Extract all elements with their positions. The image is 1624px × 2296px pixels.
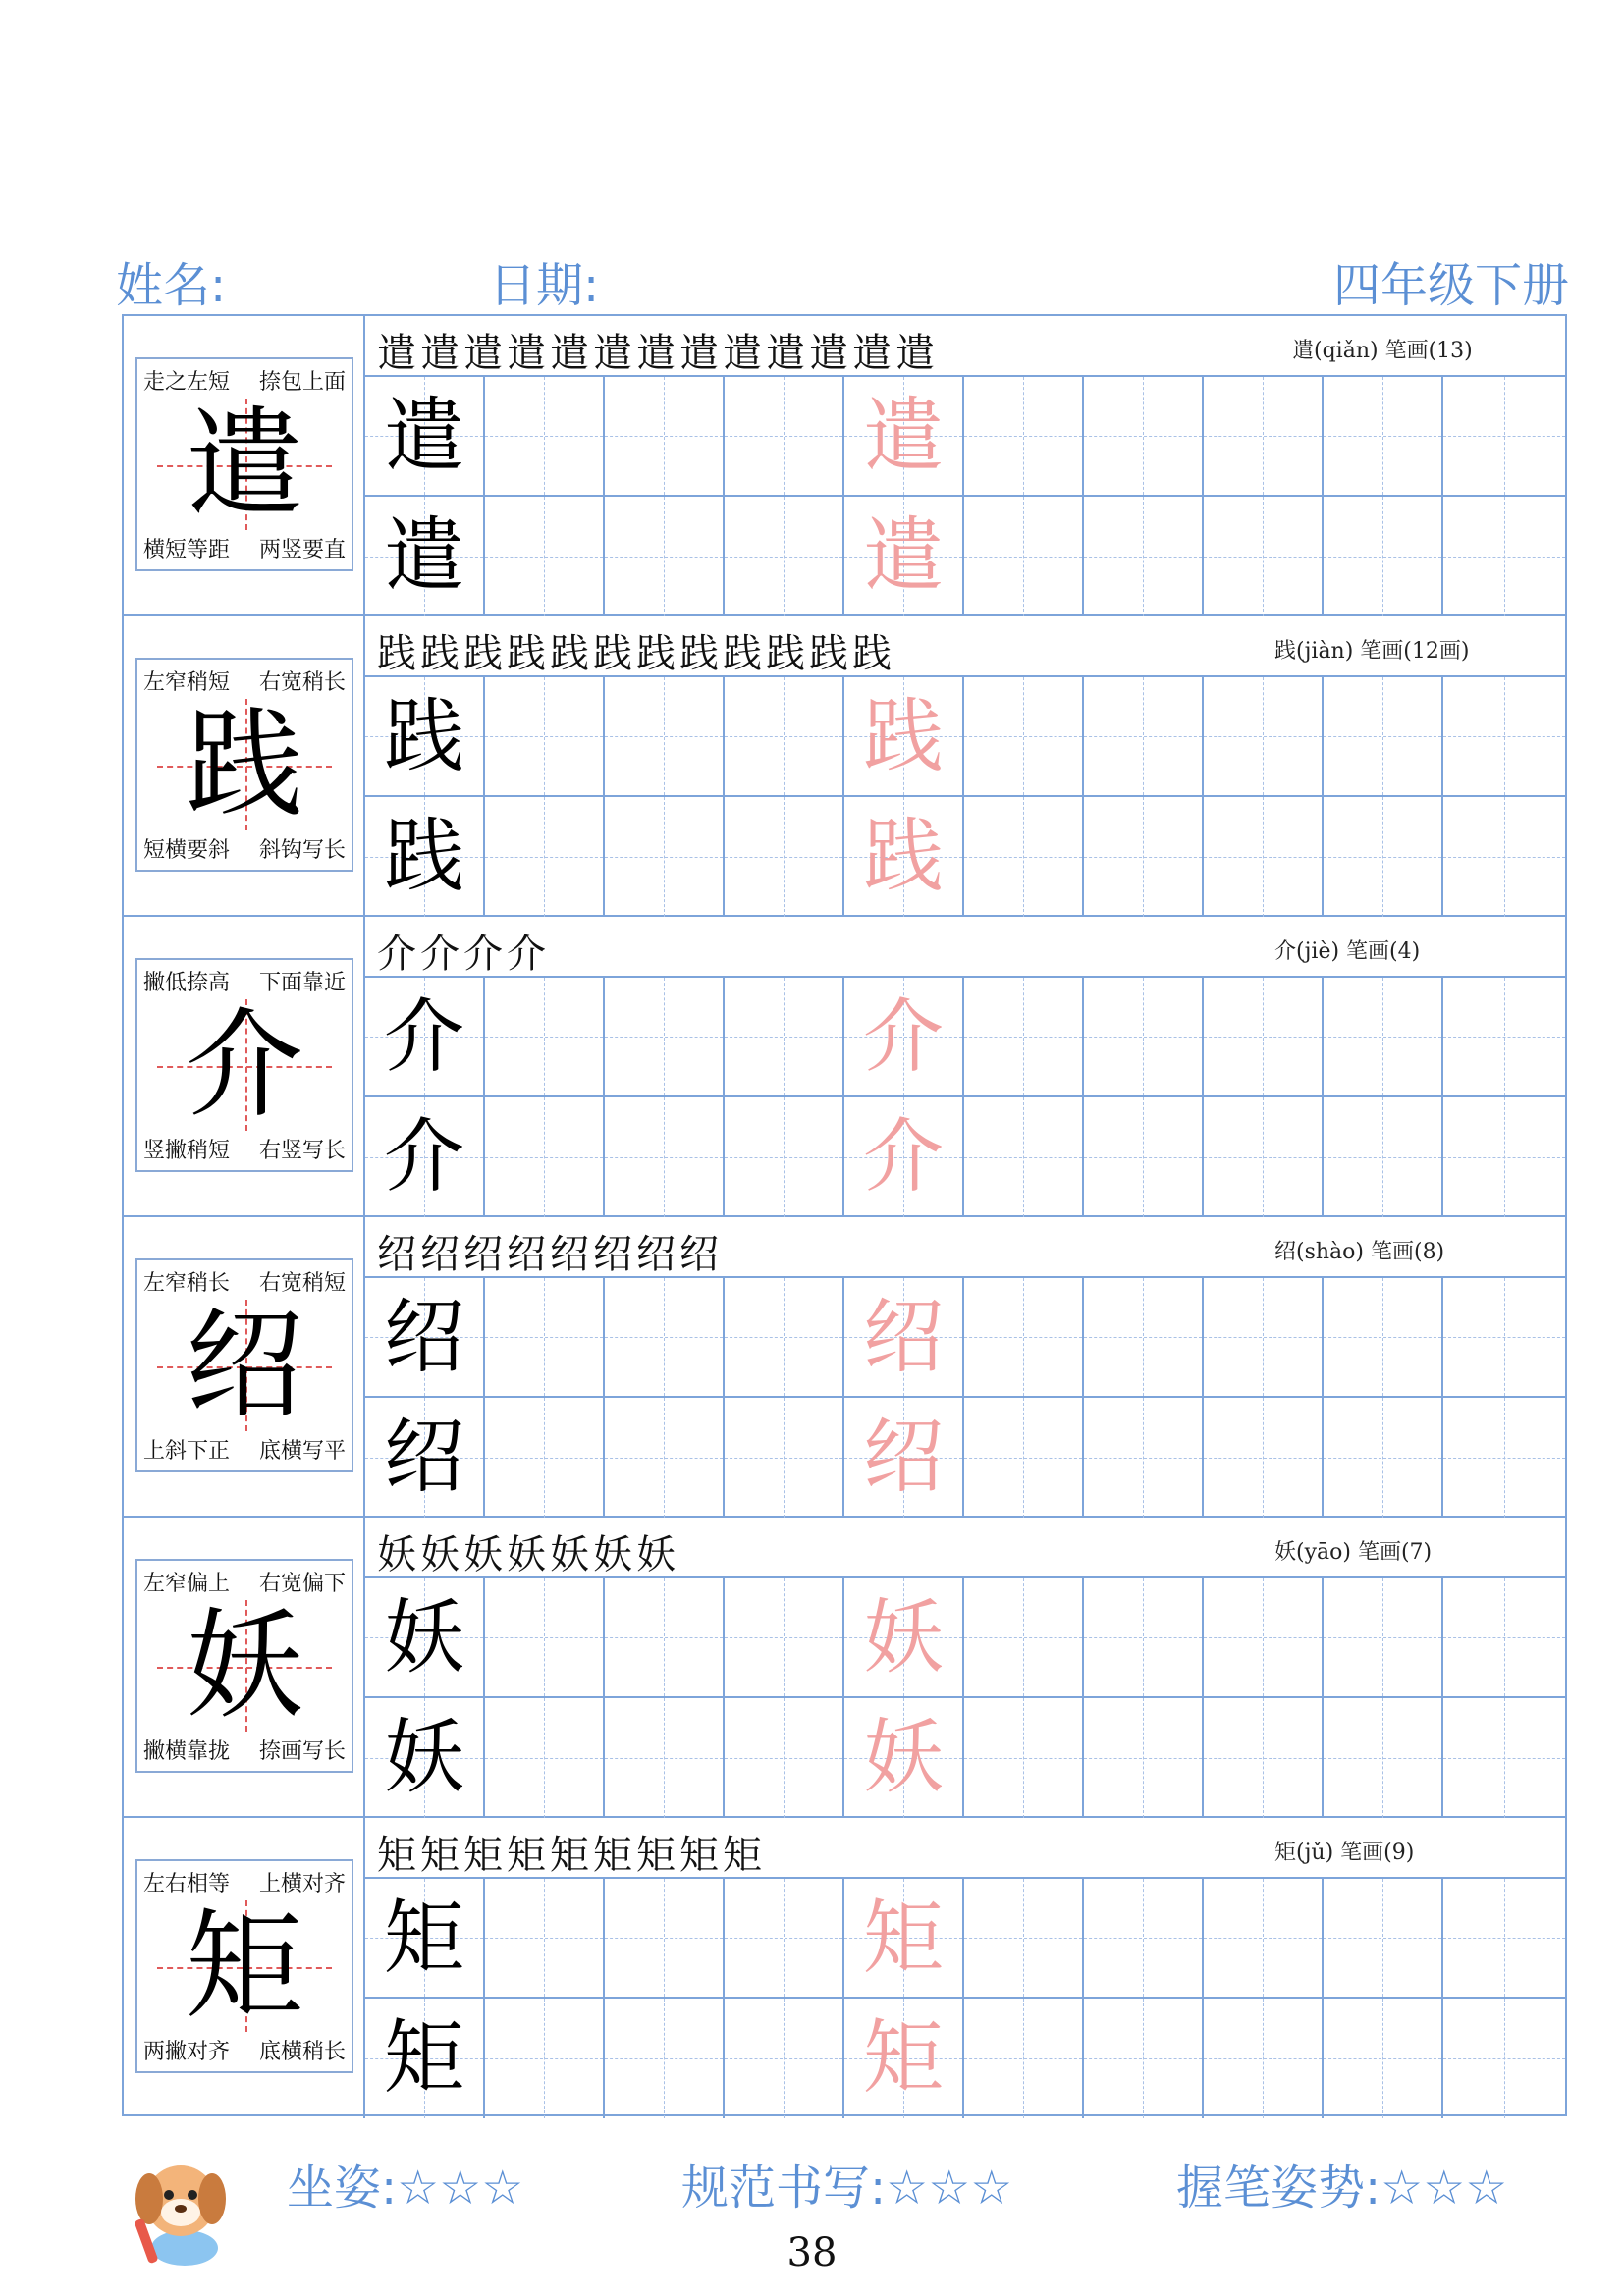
practice-cell[interactable] (485, 978, 605, 1095)
practice-area (365, 1217, 1565, 1516)
practice-area (365, 1818, 1565, 2118)
practice-cell[interactable] (1084, 677, 1204, 795)
pinyin-stroke-info: 遣(qiǎn) 笔画(13) (1292, 339, 1473, 363)
tip-bottom-right: 两竖要直 (258, 538, 346, 562)
page-number: 38 (786, 2230, 838, 2275)
practice-cell[interactable] (1204, 1698, 1324, 1818)
tip-top-left: 左窄稍短 (143, 670, 231, 695)
practice-cell[interactable] (605, 1278, 725, 1396)
tip-top-left: 左窄偏上 (143, 1572, 231, 1596)
model-character: 遣 (186, 397, 303, 533)
pinyin-stroke-info: 介(jiè) 笔画(4) (1274, 939, 1421, 964)
tip-top-left: 左窄稍长 (143, 1271, 231, 1296)
practice-cell[interactable] (964, 1698, 1084, 1818)
grip-rating: 握笔姿势:☆☆☆ (1176, 2161, 1508, 2216)
practice-cell[interactable] (844, 978, 964, 1095)
char-card-panel (124, 1518, 365, 1816)
practice-cell[interactable] (725, 1097, 844, 1217)
sample-character: 遣 (383, 509, 464, 603)
practice-cell[interactable] (1443, 1698, 1565, 1818)
name-label: 姓名: (116, 258, 227, 313)
pinyin-stroke-info: 矩(jǔ) 笔画(9) (1274, 1841, 1415, 1865)
trace-character: 遣 (862, 390, 944, 483)
practice-cell[interactable] (964, 677, 1084, 795)
char-card-panel (124, 917, 365, 1215)
model-character: 践 (186, 697, 303, 833)
char-section-3 (124, 917, 1565, 1217)
trace-character: 介 (862, 1110, 944, 1203)
practice-cell[interactable] (605, 1698, 725, 1818)
stroke-order-sequence: 遣遣遣遣遣遣遣遣遣遣遣遣遣 (377, 331, 939, 376)
practice-cell[interactable] (1443, 377, 1565, 495)
practice-cell[interactable] (485, 1398, 605, 1518)
practice-cell[interactable] (964, 1398, 1084, 1518)
practice-cell[interactable] (725, 1398, 844, 1518)
practice-row (365, 797, 1565, 917)
practice-cell[interactable] (725, 1999, 844, 2118)
practice-sheet (122, 314, 1567, 2116)
practice-cell[interactable] (605, 1097, 725, 1217)
practice-row (365, 1398, 1565, 1518)
stroke-order-sequence: 矩矩矩矩矩矩矩矩矩 (377, 1833, 766, 1878)
practice-cell[interactable] (1443, 677, 1565, 795)
char-card-panel (124, 616, 365, 915)
char-section-6 (124, 1818, 1565, 2118)
practice-cell[interactable] (1443, 1879, 1565, 1997)
tip-bottom-left: 竖撇稍短 (143, 1139, 231, 1163)
practice-cell[interactable] (1324, 1578, 1443, 1696)
practice-row (365, 377, 1565, 497)
tip-bottom-right: 斜钩写长 (258, 838, 346, 863)
practice-cell[interactable] (1324, 978, 1443, 1095)
practice-cell[interactable] (844, 497, 964, 616)
practice-cell[interactable] (725, 1578, 844, 1696)
practice-cell[interactable] (485, 1999, 605, 2118)
practice-cell[interactable] (1443, 1578, 1565, 1696)
char-section-1 (124, 316, 1565, 616)
practice-cell[interactable] (725, 797, 844, 917)
practice-cell[interactable] (1084, 797, 1204, 917)
sample-character: 绍 (383, 1291, 464, 1384)
stroke-order-row (365, 917, 1565, 978)
practice-cell[interactable] (725, 677, 844, 795)
practice-cell[interactable] (605, 797, 725, 917)
practice-cell[interactable] (1204, 1097, 1324, 1217)
practice-cell[interactable] (844, 1097, 964, 1217)
practice-cell[interactable] (844, 1999, 964, 2118)
tip-bottom-left: 上斜下正 (143, 1439, 231, 1464)
char-card (135, 658, 353, 872)
practice-cell[interactable] (964, 1578, 1084, 1696)
trace-character: 绍 (862, 1411, 944, 1504)
practice-cell[interactable] (1324, 1698, 1443, 1818)
char-card-panel (124, 1818, 365, 2118)
stroke-order-sequence: 绍绍绍绍绍绍绍绍 (377, 1232, 723, 1277)
practice-cell[interactable] (365, 1879, 485, 1997)
practice-cell[interactable] (1443, 497, 1565, 616)
practice-area (365, 1518, 1565, 1816)
practice-area (365, 316, 1565, 614)
practice-cell[interactable] (844, 1278, 964, 1396)
practice-cell[interactable] (1324, 1999, 1443, 2118)
tip-bottom-right: 底横写平 (258, 1439, 346, 1464)
practice-cell[interactable] (844, 1698, 964, 1818)
tip-bottom-left: 撇横靠拢 (143, 1739, 231, 1764)
pinyin-stroke-info: 妖(yāo) 笔画(7) (1274, 1540, 1433, 1565)
practice-cell[interactable] (1084, 1398, 1204, 1518)
practice-cell[interactable] (605, 1578, 725, 1696)
practice-cell[interactable] (1324, 497, 1443, 616)
char-card (135, 1258, 353, 1472)
practice-cell[interactable] (1324, 1278, 1443, 1396)
practice-cell[interactable] (1324, 1097, 1443, 1217)
practice-row (365, 1879, 1565, 1999)
date-label: 日期: (489, 258, 600, 313)
stroke-order-sequence: 妖妖妖妖妖妖妖 (377, 1532, 679, 1577)
practice-cell[interactable] (485, 1879, 605, 1997)
pinyin-stroke-info: 践(jiàn) 笔画(12画) (1274, 639, 1470, 664)
practice-cell[interactable] (1324, 677, 1443, 795)
char-section-2 (124, 616, 1565, 917)
trace-character: 遣 (862, 509, 944, 603)
practice-cell[interactable] (964, 1999, 1084, 2118)
char-section-5 (124, 1518, 1565, 1818)
practice-cell[interactable] (605, 677, 725, 795)
practice-cell[interactable] (1204, 1879, 1324, 1997)
practice-cell[interactable] (1204, 497, 1324, 616)
stroke-order-row (365, 1217, 1565, 1278)
practice-row (365, 1578, 1565, 1698)
tip-top-left: 走之左短 (143, 370, 231, 395)
stroke-order-sequence: 践践践践践践践践践践践践 (377, 631, 895, 676)
posture-rating: 坐姿:☆☆☆ (287, 2161, 524, 2216)
practice-row (365, 1097, 1565, 1217)
practice-cell[interactable] (725, 377, 844, 495)
practice-cell[interactable] (365, 1578, 485, 1696)
practice-cell[interactable] (844, 1879, 964, 1997)
tip-top-right: 右宽稍长 (258, 670, 346, 695)
practice-cell[interactable] (485, 1097, 605, 1217)
practice-cell[interactable] (605, 377, 725, 495)
trace-character: 践 (862, 690, 944, 783)
practice-cell[interactable] (1084, 1097, 1204, 1217)
practice-cell[interactable] (844, 1578, 964, 1696)
sample-character: 践 (383, 690, 464, 783)
tip-top-right: 右宽偏下 (258, 1572, 346, 1596)
practice-cell[interactable] (1204, 978, 1324, 1095)
sample-character: 矩 (383, 2011, 464, 2105)
practice-cell[interactable] (1324, 1398, 1443, 1518)
practice-cell[interactable] (365, 1698, 485, 1818)
tip-top-right: 上横对齐 (258, 1872, 346, 1896)
practice-cell[interactable] (964, 797, 1084, 917)
practice-cell[interactable] (365, 1278, 485, 1396)
trace-character: 践 (862, 810, 944, 903)
tip-top-left: 左右相等 (143, 1872, 231, 1896)
practice-cell[interactable] (1324, 797, 1443, 917)
char-section-4 (124, 1217, 1565, 1518)
tip-bottom-right: 右竖写长 (258, 1139, 346, 1163)
practice-cell[interactable] (365, 797, 485, 917)
practice-row (365, 978, 1565, 1097)
practice-cell[interactable] (725, 1278, 844, 1396)
practice-cell[interactable] (1204, 1398, 1324, 1518)
char-card (135, 357, 353, 571)
practice-cell[interactable] (844, 797, 964, 917)
model-character: 妖 (186, 1598, 303, 1735)
practice-cell[interactable] (1084, 978, 1204, 1095)
tip-top-left: 撇低捺高 (143, 971, 231, 995)
tip-bottom-left: 短横要斜 (143, 838, 231, 863)
practice-cell[interactable] (1443, 1278, 1565, 1396)
practice-cell[interactable] (1324, 377, 1443, 495)
practice-cell[interactable] (964, 1097, 1084, 1217)
practice-cell[interactable] (365, 978, 485, 1095)
trace-character: 介 (862, 990, 944, 1084)
practice-cell[interactable] (605, 1999, 725, 2118)
practice-cell[interactable] (1443, 978, 1565, 1095)
practice-cell[interactable] (1324, 1879, 1443, 1997)
writing-rating: 规范书写:☆☆☆ (681, 2161, 1013, 2216)
practice-cell[interactable] (1443, 1999, 1565, 2118)
practice-cell[interactable] (605, 1879, 725, 1997)
stroke-order-row (365, 616, 1565, 677)
practice-cell[interactable] (964, 1879, 1084, 1997)
practice-row (365, 1999, 1565, 2118)
practice-cell[interactable] (1443, 1398, 1565, 1518)
practice-cell[interactable] (365, 1097, 485, 1217)
practice-cell[interactable] (1084, 497, 1204, 616)
practice-cell[interactable] (605, 978, 725, 1095)
tip-bottom-left: 横短等距 (143, 538, 231, 562)
practice-cell[interactable] (485, 1578, 605, 1696)
practice-cell[interactable] (964, 978, 1084, 1095)
model-character: 介 (186, 997, 303, 1134)
tip-top-right: 右宽稍短 (258, 1271, 346, 1296)
char-card-panel (124, 1217, 365, 1516)
practice-cell[interactable] (1443, 797, 1565, 917)
practice-cell[interactable] (1204, 377, 1324, 495)
practice-cell[interactable] (725, 1698, 844, 1818)
practice-row (365, 677, 1565, 797)
trace-character: 妖 (862, 1591, 944, 1684)
sample-character: 妖 (383, 1711, 464, 1804)
practice-cell[interactable] (365, 377, 485, 495)
stroke-order-row (365, 1518, 1565, 1578)
sample-character: 介 (383, 990, 464, 1084)
char-card-panel (124, 316, 365, 614)
char-card (135, 1559, 353, 1773)
practice-cell[interactable] (1204, 677, 1324, 795)
practice-row (365, 1278, 1565, 1398)
practice-cell[interactable] (605, 497, 725, 616)
stroke-order-row (365, 316, 1565, 377)
tip-top-right: 捺包上面 (258, 370, 346, 395)
trace-character: 矩 (862, 2011, 944, 2105)
practice-cell[interactable] (725, 1879, 844, 1997)
practice-cell[interactable] (485, 1698, 605, 1818)
practice-cell[interactable] (964, 497, 1084, 616)
tip-bottom-right: 捺画写长 (258, 1739, 346, 1764)
model-character: 矩 (186, 1898, 303, 2035)
practice-cell[interactable] (365, 1398, 485, 1518)
practice-cell[interactable] (485, 797, 605, 917)
trace-character: 绍 (862, 1291, 944, 1384)
model-character: 绍 (186, 1298, 303, 1434)
practice-cell[interactable] (1204, 1999, 1324, 2118)
practice-cell[interactable] (485, 1278, 605, 1396)
practice-cell[interactable] (725, 497, 844, 616)
practice-cell[interactable] (1084, 1698, 1204, 1818)
practice-cell[interactable] (964, 1278, 1084, 1396)
char-card (135, 958, 353, 1172)
pinyin-stroke-info: 绍(shào) 笔画(8) (1274, 1240, 1445, 1264)
practice-cell[interactable] (485, 497, 605, 616)
practice-cell[interactable] (725, 978, 844, 1095)
sample-character: 介 (383, 1110, 464, 1203)
practice-cell[interactable] (1443, 1097, 1565, 1217)
sample-character: 践 (383, 810, 464, 903)
practice-cell[interactable] (485, 377, 605, 495)
sample-character: 妖 (383, 1591, 464, 1684)
practice-cell[interactable] (1084, 1999, 1204, 2118)
practice-row (365, 1698, 1565, 1818)
practice-cell[interactable] (1084, 1278, 1204, 1396)
practice-cell[interactable] (844, 1398, 964, 1518)
practice-cell[interactable] (365, 677, 485, 795)
char-card (135, 1859, 353, 2073)
practice-cell[interactable] (605, 1398, 725, 1518)
practice-cell[interactable] (1084, 1879, 1204, 1997)
practice-cell[interactable] (1084, 377, 1204, 495)
stroke-order-sequence: 介介介介 (377, 932, 550, 977)
practice-cell[interactable] (485, 677, 605, 795)
practice-cell[interactable] (844, 377, 964, 495)
practice-cell[interactable] (1204, 1578, 1324, 1696)
tip-top-right: 下面靠近 (258, 971, 346, 995)
practice-cell[interactable] (1084, 1578, 1204, 1696)
grade-label: 四年级下册 (1332, 258, 1569, 313)
practice-row (365, 497, 1565, 616)
practice-area (365, 917, 1565, 1215)
practice-cell[interactable] (365, 497, 485, 616)
practice-cell[interactable] (365, 1999, 485, 2118)
sample-character: 绍 (383, 1411, 464, 1504)
sample-character: 矩 (383, 1892, 464, 1985)
tip-bottom-left: 两撇对齐 (143, 2040, 231, 2064)
tip-bottom-right: 底横稍长 (258, 2040, 346, 2064)
sample-character: 遣 (383, 390, 464, 483)
stroke-order-row (365, 1818, 1565, 1879)
trace-character: 矩 (862, 1892, 944, 1985)
practice-cell[interactable] (964, 377, 1084, 495)
practice-cell[interactable] (844, 677, 964, 795)
practice-cell[interactable] (1204, 797, 1324, 917)
practice-cell[interactable] (1204, 1278, 1324, 1396)
trace-character: 妖 (862, 1711, 944, 1804)
practice-area (365, 616, 1565, 915)
